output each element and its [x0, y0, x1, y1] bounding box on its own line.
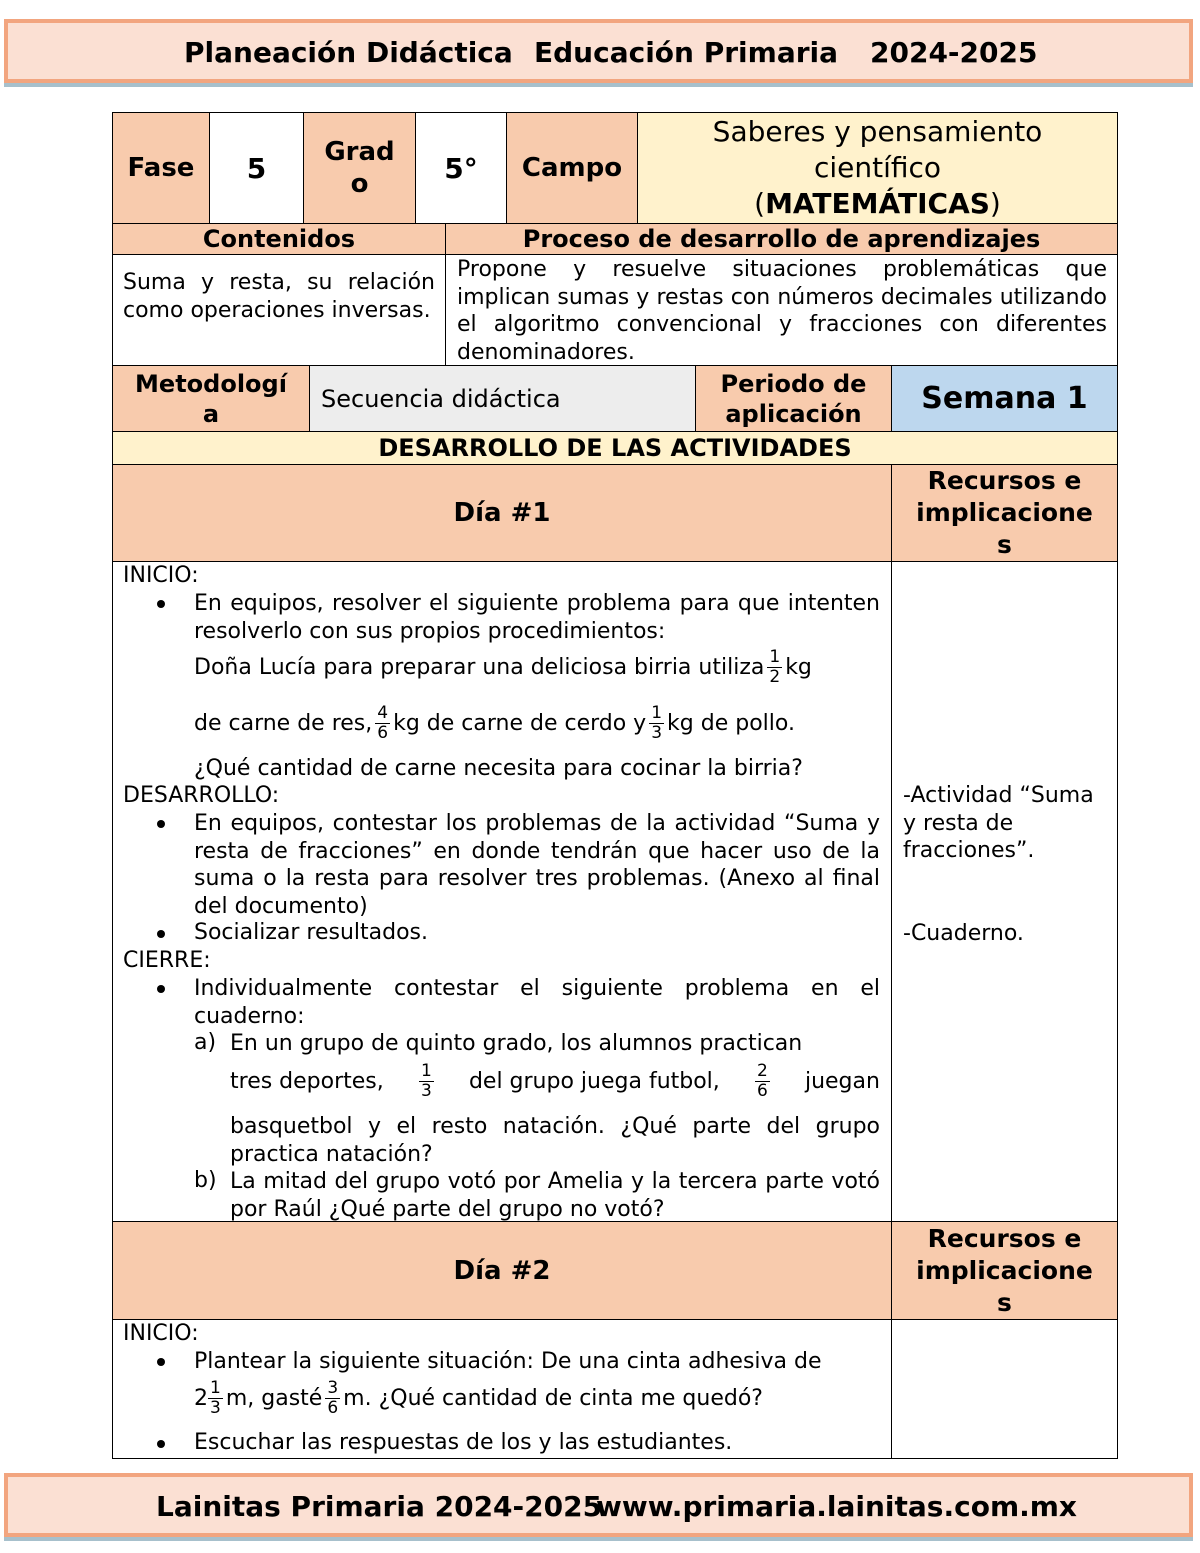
semana-value: Semana 1 — [891, 365, 1118, 432]
fase-value: 5 — [209, 112, 304, 224]
periodo-label-line2: aplicación — [725, 399, 862, 428]
campo-line3: (MATEMÁTICAS) — [754, 187, 1001, 220]
grado-label — [303, 112, 416, 224]
metodologia-value: Secuencia didáctica — [309, 365, 696, 432]
day2-title: Día #2 — [112, 1221, 892, 1320]
day1-a-rest: basquetbol y el resto natación. ¿Qué parte del grupo practica natación? — [230, 1114, 880, 1167]
day2-bullet2: Escuchar las respuestas de los y las estudiantes. — [194, 1430, 733, 1455]
day1-inicio-bullet: En equipos, resolver el siguiente problema para que intenten resolverlo con sus propios procedimientos: — [194, 591, 880, 644]
fraction-two-sixths: $\frac{2}{6}$ — [756, 1061, 768, 1101]
campo-line2: científico — [813, 151, 942, 184]
day1-title: Día #1 — [112, 464, 892, 562]
metodologia-label-line2: a — [202, 399, 220, 428]
day1-socializar: Socializar resultados. — [194, 920, 429, 945]
campo-label: Campo — [506, 112, 638, 224]
day2-bullet1-line1: Plantear la siguiente situación: De una cinta adhesiva de — [194, 1349, 822, 1374]
header-year: 2024-2025 — [870, 36, 1038, 69]
grado-label-line2: o — [350, 169, 369, 199]
fraction-three-sixths: $\frac{3}{6}$ — [327, 1378, 339, 1418]
day1-b-text: La mitad del grupo votó por Amelia y la tercera parte votó por Raúl ¿Qué parte del grupo no votó? — [230, 1169, 880, 1222]
periodo-label — [695, 365, 892, 432]
bullet-icon — [157, 930, 165, 938]
desarrollo-title: DESARROLLO DE LAS ACTIVIDADES — [112, 431, 1118, 465]
footer-brand: Lainitas Primaria 2024-2025 — [156, 1490, 603, 1523]
fraction-one-third: $\frac{1}{3}$ — [651, 703, 663, 743]
proceso-cell — [445, 254, 1118, 366]
day2-recursos-header: Recursos e implicacione s — [891, 1221, 1118, 1320]
footer-banner — [4, 1473, 1193, 1537]
fase-label: Fase — [112, 112, 210, 224]
contenidos-header: Contenidos — [112, 223, 446, 255]
campo-value — [637, 112, 1118, 224]
day1-cierre-label: CIERRE: — [123, 948, 211, 973]
header-banner — [4, 19, 1193, 83]
day1-recursos-header: Recursos e implicacione s — [891, 464, 1118, 562]
day2-inicio-label: INICIO: — [123, 1321, 199, 1346]
fraction-one-third: $\frac{1}{3}$ — [210, 1378, 221, 1418]
day1-problem-line1: Doña Lucía para preparar una deliciosa birria utiliza $\frac{1}{2}$ kg — [194, 647, 812, 687]
periodo-label-line1: Periodo de — [720, 369, 867, 398]
day1-a-marker: a) — [194, 1030, 217, 1055]
header-level: Educación Primaria — [534, 36, 839, 69]
metodologia-label — [112, 365, 310, 432]
day2-recursos-cell — [891, 1319, 1118, 1459]
day1-recursos-cell — [891, 561, 1118, 1222]
day1-desarrollo-bullet: En equipos, contestar los problemas de la actividad “Suma y resta de fracciones” en donde tendrán que hacer uso de la suma o la resta para resolver tres problemas. (Anexo al final del documento) — [194, 811, 880, 919]
fraction-one-half: $\frac{1}{2}$ — [769, 647, 781, 687]
header-title: Planeación Didáctica — [184, 36, 513, 69]
campo-line1: Saberes y pensamiento — [712, 115, 1043, 148]
bullet-icon — [157, 1440, 165, 1448]
day1-cierre-bullet: Individualmente contestar el siguiente problema en el cuaderno: — [194, 976, 880, 1029]
bullet-icon — [157, 1358, 165, 1366]
fraction-one-third: $\frac{1}{3}$ — [420, 1061, 432, 1101]
campo-subject: MATEMÁTICAS — [765, 187, 990, 220]
day1-desarrollo-label: DESARROLLO: — [123, 783, 280, 808]
day1-recursos-1: -Actividad “Suma y resta de fracciones”. — [903, 783, 1094, 863]
footer-url: www.primaria.lainitas.com.mx — [596, 1490, 1077, 1523]
day1-recursos-2: -Cuaderno. — [903, 921, 1024, 946]
bullet-icon — [157, 600, 165, 608]
day1-a-line2: tres deportes, $\frac{1}{3}$ del grupo juega futbol, $\frac{2}{6}$ juegan — [230, 1061, 880, 1101]
day1-a-line1: En un grupo de quinto grado, los alumnos practican — [230, 1031, 803, 1056]
contenidos-text: Suma y resta, su relación como operaciones inversas. — [123, 270, 435, 323]
proceso-header: Proceso de desarrollo de aprendizajes — [445, 223, 1118, 255]
day1-b-marker: b) — [194, 1168, 217, 1193]
day1-problem-line2: de carne de res, $\frac{4}{6}$ kg de carne de cerdo y $\frac{1}{3}$ kg de pollo. — [194, 703, 795, 743]
bullet-icon — [157, 985, 165, 993]
metodologia-label-line1: Metodologí — [135, 369, 287, 398]
day1-problem-question: ¿Qué cantidad de carne necesita para cocinar la birria? — [194, 756, 803, 781]
grado-label-line1: Grad — [324, 137, 395, 167]
contenidos-cell — [112, 254, 446, 366]
bullet-icon — [157, 820, 165, 828]
proceso-text: Propone y resuelve situaciones problemáticas que implican sumas y restas con números decimales utilizando el algoritmo convencional y fracciones con diferentes denominadores. — [457, 257, 1107, 365]
fraction-four-sixths: $\frac{4}{6}$ — [377, 703, 389, 743]
grado-value: 5° — [415, 112, 507, 224]
day2-bullet1-line2: 2 $\frac{1}{3}$ m, gasté $\frac{3}{6}$ m. ¿Qué cantidad de cinta me quedó? — [194, 1378, 763, 1418]
day1-inicio-label: INICIO: — [123, 563, 199, 588]
